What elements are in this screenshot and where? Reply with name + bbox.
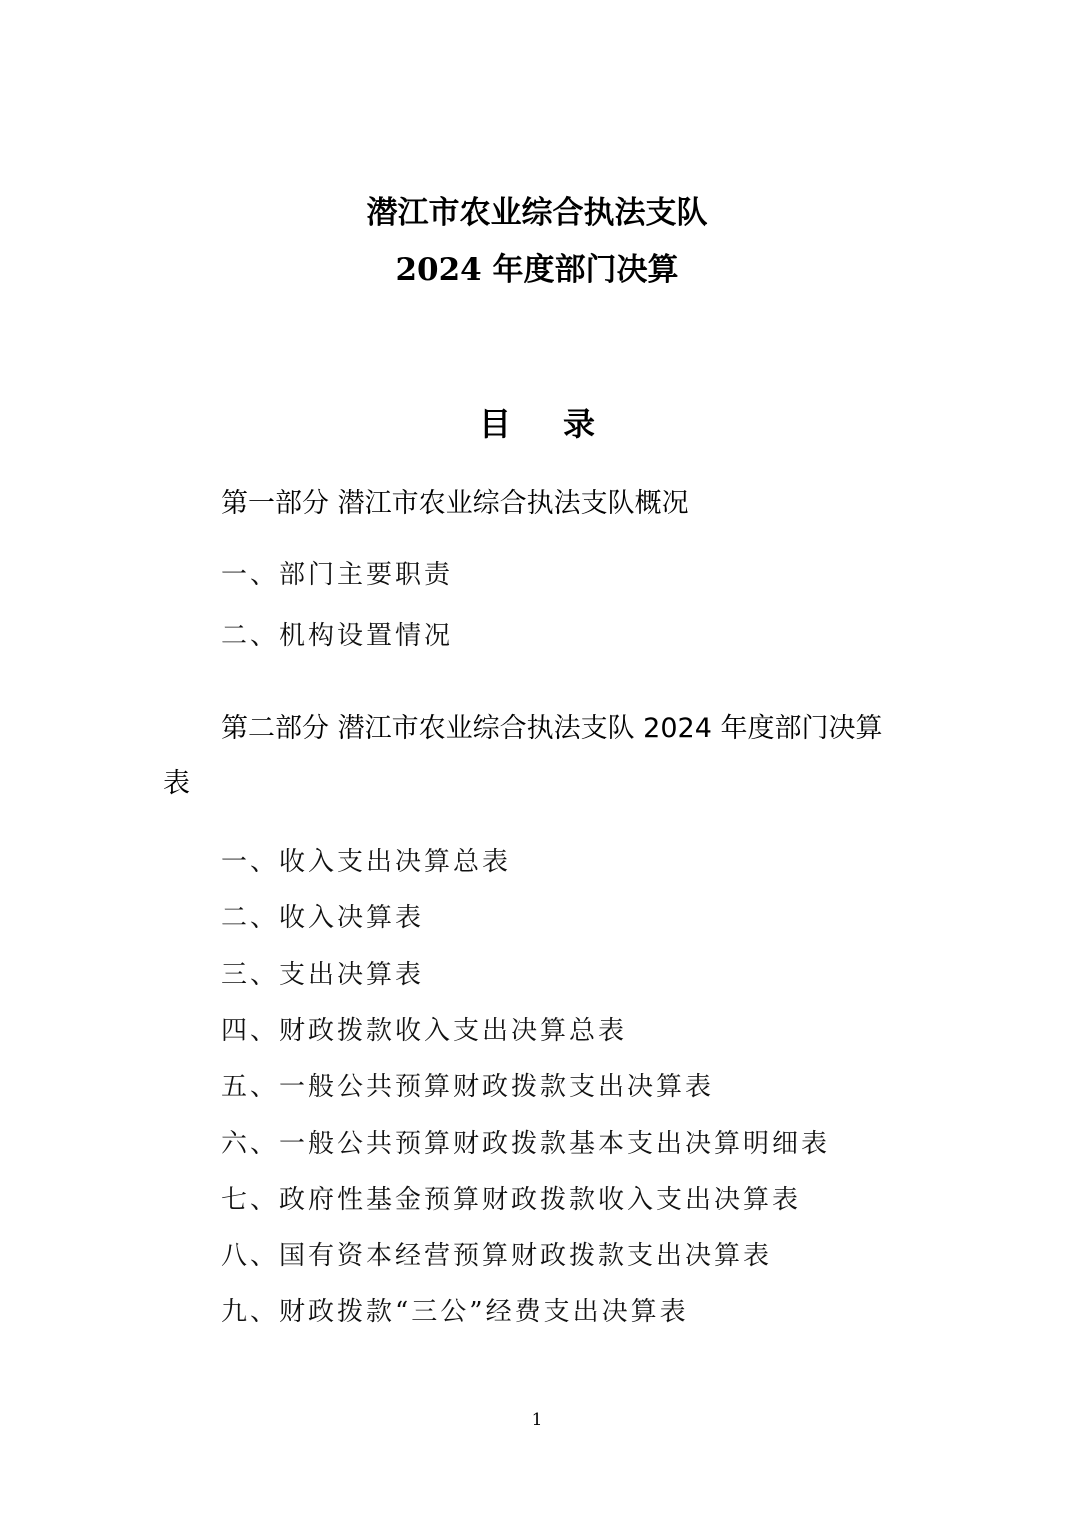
page-number: 1: [531, 1410, 543, 1430]
part2-item-5: 五、一般公共预算财政拨款支出决算表: [221, 1072, 715, 1102]
table-of-contents-heading: 目录: [478, 405, 647, 443]
part2-item-6: 六、一般公共预算财政拨款基本支出决算明细表: [221, 1129, 831, 1159]
document-title-line2: 2024 年度部门决算: [395, 252, 679, 288]
part1-item-1: 一、部门主要职责: [221, 560, 454, 590]
part2-item-1: 一、收入支出决算总表: [221, 847, 512, 877]
part2-heading-line2: 表: [163, 768, 190, 799]
part2-item-7: 七、政府性基金预算财政拨款收入支出决算表: [221, 1185, 802, 1215]
part2-item-4: 四、财政拨款收入支出决算总表: [221, 1016, 628, 1046]
part2-item-3: 三、支出决算表: [221, 960, 425, 990]
part2-item-2: 二、收入决算表: [221, 903, 425, 933]
part2-item-9: 九、财政拨款“三公”经费支出决算表: [221, 1297, 689, 1327]
document-title-line1: 潜江市农业综合执法支队: [366, 195, 708, 231]
part2-item-8: 八、国有资本经营预算财政拨款支出决算表: [221, 1241, 773, 1271]
part1-heading: 第一部分 潜江市农业综合执法支队概况: [221, 488, 689, 519]
part1-item-2: 二、机构设置情况: [221, 621, 454, 651]
part2-heading-line1: 第二部分 潜江市农业综合执法支队 2024 年度部门决算: [221, 713, 883, 744]
